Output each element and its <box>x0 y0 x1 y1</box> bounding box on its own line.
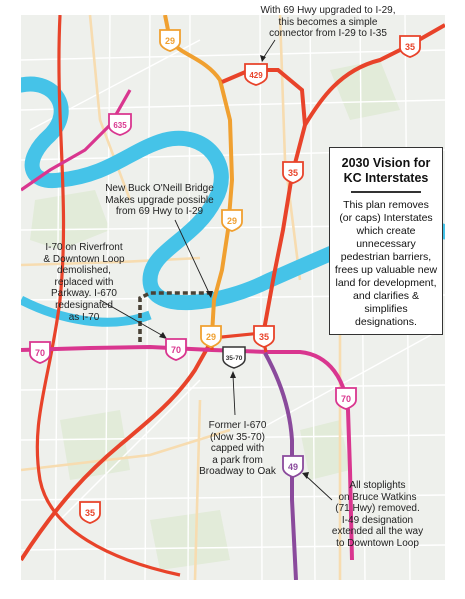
i70-right-label: 70 <box>340 394 352 404</box>
annotation-riverfront: I-70 on Riverfront & Downtown Loop demolished, replaced with Parkway. I-670 redesignated as I-70 <box>43 242 125 323</box>
i35-70-shield-icon <box>223 347 245 368</box>
vision-divider <box>351 191 421 193</box>
i35-bottom-shield-icon <box>80 502 100 523</box>
vision-body: This plan removes (or caps) Interstates which create unnecessary pedestrian barriers, frees up valuable new land for development, and clarifies & simplifies designations. <box>334 198 438 328</box>
i70-right-shield-icon <box>336 388 356 409</box>
i29-low-label: 29 <box>205 332 217 342</box>
i29-low-shield-icon <box>201 326 221 347</box>
i70-center-shield-icon <box>166 339 186 360</box>
i35-downtown-shield-icon <box>254 326 274 347</box>
i35-70-label: 35-70 <box>225 355 243 362</box>
i29-top-label: 29 <box>164 36 176 46</box>
annotation-bruce-watkins: All stoplights on Bruce Watkins (71 Hwy) removed. I-49 designation extended all the way to Downtown Loop <box>331 480 424 549</box>
i635-label: 635 <box>113 121 127 130</box>
annotation-i670: Former I-670 (Now 35-70) capped with a park from Broadway to Oak <box>199 420 276 478</box>
i70-center-label: 70 <box>170 345 182 355</box>
i35-down-label: 35 <box>258 332 270 342</box>
annotation-bridge: New Buck O'Neill Bridge Makes upgrade possible from 69 Hwy to I-29 <box>105 183 214 218</box>
i49-label: 49 <box>287 462 299 472</box>
vision-title: 2030 Vision for KC Interstates <box>341 156 431 185</box>
i70-left-shield-icon <box>30 342 50 363</box>
i35-mid-label: 35 <box>287 168 299 178</box>
i429-label: 429 <box>249 71 263 80</box>
i70-left-label: 70 <box>34 348 46 358</box>
vision-info-box <box>329 147 443 335</box>
i35-top-label: 35 <box>404 42 416 52</box>
i35-bottom-label: 35 <box>84 508 96 518</box>
i29-mid-label: 29 <box>226 216 238 226</box>
i29-top-shield-icon <box>160 30 180 51</box>
i35-mid-shield-icon <box>283 162 303 183</box>
annotation-top-right: With 69 Hwy upgraded to I-29, this becomes a simple connector from I-29 to I-35 <box>260 5 396 40</box>
i635-shield-icon <box>109 114 131 135</box>
i49-shield-icon <box>283 456 303 477</box>
i429-shield-icon <box>245 64 267 85</box>
